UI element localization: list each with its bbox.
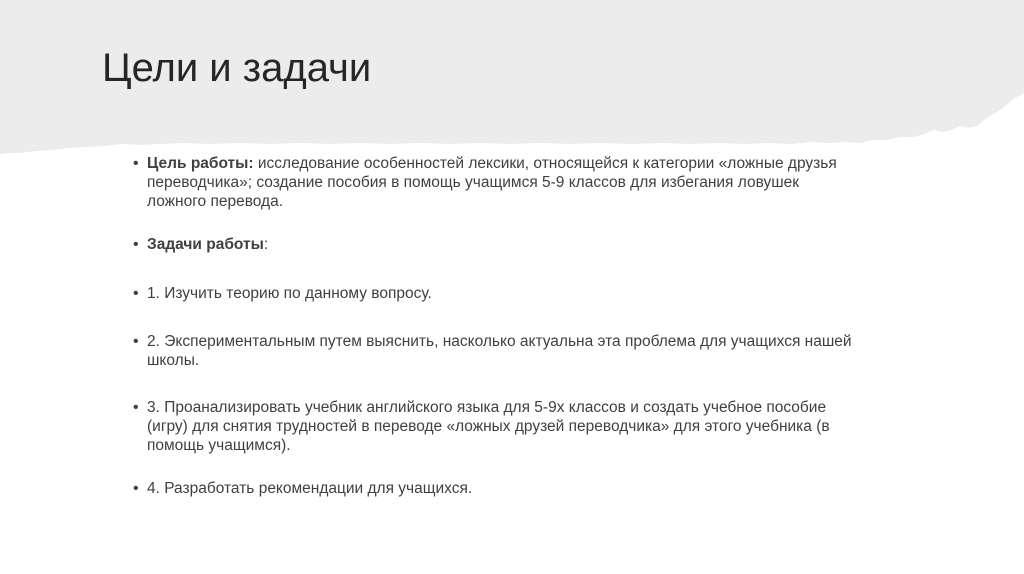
list-item-tasks-heading [133, 235, 853, 254]
bullet-icon: • [133, 285, 139, 302]
list-item-text: 1. Изучить теорию по данному вопросу. [147, 285, 432, 302]
slide-title: Цели и задачи [102, 46, 372, 90]
list-item-text [147, 154, 853, 211]
list-item-text [147, 235, 853, 254]
tasks-label: Задачи работы [147, 236, 264, 253]
bullet-icon: • [133, 399, 139, 416]
bullet-icon: • [133, 333, 139, 350]
tasks-colon: : [263, 236, 269, 253]
goal-label: Цель работы: [147, 155, 254, 172]
list-item-goal [133, 154, 853, 211]
list-item-task-4 [133, 479, 853, 498]
list-item-text: 3. Проанализировать учебник английского языка для 5-9х классов и создать учебное пособие (игру) для снятия трудностей в переводе «ложных друзей переводчика» для этого учебника (в помощь учащимся). [147, 399, 830, 454]
list-item-task-1 [133, 284, 853, 303]
bullet-icon: • [133, 236, 139, 253]
list-item-text: 4. Разработать рекомендации для учащихся. [147, 480, 473, 497]
bullet-icon: • [133, 155, 139, 172]
list-item-task-3 [133, 398, 853, 455]
list-item-text: 2. Экспериментальным путем выяснить, насколько актуальна эта проблема для учащихся нашей школы. [147, 333, 852, 369]
list-item-task-2 [133, 332, 853, 370]
goal-text: исследование особенностей лексики, относящейся к категории «ложные друзья переводчика»; создание пособия в помощь учащимся 5-9 классов для избегания ловушек ложного перевода. [147, 155, 837, 210]
bullet-icon: • [133, 480, 139, 497]
